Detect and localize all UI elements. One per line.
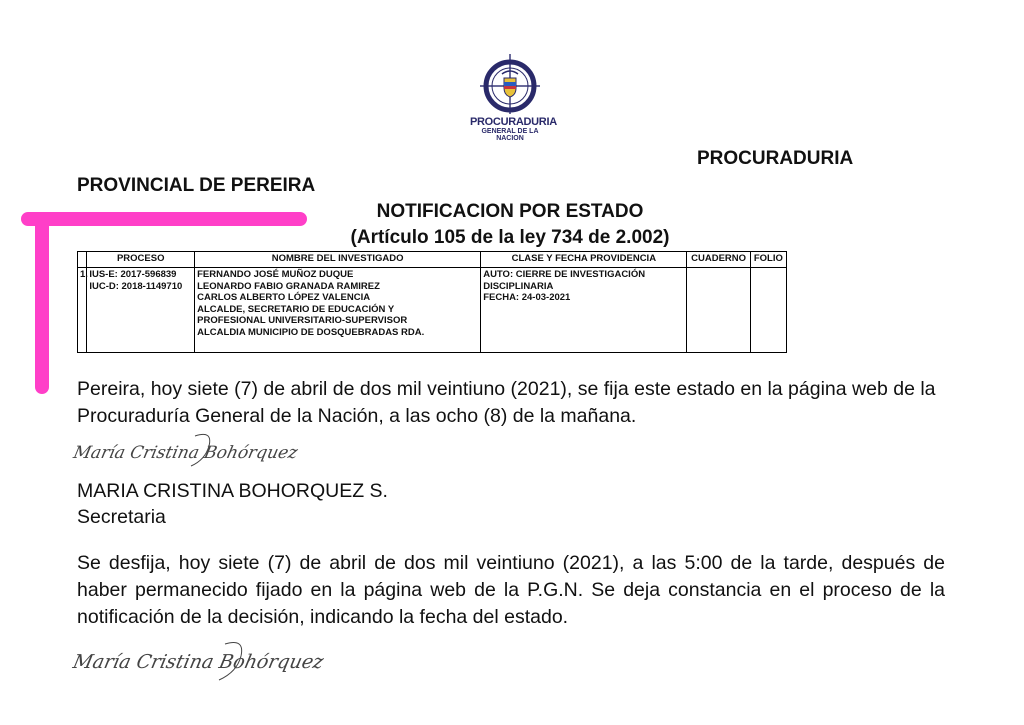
proceso-iuc: IUC-D: 2018-1149710 <box>89 280 183 292</box>
table-header-row <box>78 252 787 268</box>
signer-role: Secretaria <box>77 506 166 528</box>
header-provincial: PROVINCIAL DE PEREIRA <box>77 175 316 196</box>
signature-image <box>71 636 326 692</box>
signature-text: María Cristina Bohórquez <box>71 650 326 673</box>
document-title: NOTIFICACION POR ESTADO <box>376 201 644 222</box>
investigado-line: ALCALDE, SECRETARIO DE EDUCACIÓN Y <box>197 303 395 315</box>
header-folio: FOLIO <box>750 252 786 268</box>
cell-number: 1. <box>78 268 87 353</box>
providencia-line: AUTO: CIERRE DE INVESTIGACIÓN <box>483 269 646 280</box>
signature-image <box>71 428 300 474</box>
notification-table <box>77 251 787 353</box>
header-investigado: NOMBRE DEL INVESTIGADO <box>195 252 481 268</box>
investigado-line: FERNANDO JOSÉ MUÑOZ DUQUE <box>197 269 354 280</box>
logo-subtitle: GENERAL DE LA NACION <box>481 128 539 142</box>
logo-title: PROCURADURIA <box>470 116 557 128</box>
investigado-line: ALCALDIA MUNICIPIO DE DOSQUEBRADAS RDA. <box>197 326 425 338</box>
proceso-ius: IUS-E: 2017-596839 <box>89 269 177 280</box>
unfixing-paragraph: Se desfija, hoy siete (7) de abril de dos mil veintiuno (2021), a las 5:00 de la tarde, después de haber permanecido fijado en la página web de la P.G.N. Se deja constancia en el proceso de la notificación de la decisión, indicando la fecha del estado. <box>77 552 945 628</box>
fixing-paragraph: Pereira, hoy siete (7) de abril de dos mil veintiuno (2021), se fija este estado en la página web de la Procuraduría General de la Nación, a las ocho (8) de la mañana. <box>77 378 936 427</box>
header-number <box>78 252 87 268</box>
header-procuraduria: PROCURADURIA <box>697 148 854 169</box>
header-proceso: PROCESO <box>87 252 195 268</box>
document-subtitle: (Artículo 105 de la ley 734 de 2.002) <box>350 227 670 248</box>
signature-text: María Cristina Bohórquez <box>71 443 300 463</box>
investigado-line: LEONARDO FABIO GRANADA RAMIREZ <box>197 280 380 292</box>
cell-investigado <box>195 268 481 353</box>
investigado-line: PROFESIONAL UNIVERSITARIO-SUPERVISOR <box>197 315 408 326</box>
cell-folio <box>750 268 786 353</box>
providencia-line: FECHA: 24-03-2021 <box>483 292 571 303</box>
header-cuaderno: CUADERNO <box>687 252 750 268</box>
signer-name: MARIA CRISTINA BOHORQUEZ S. <box>77 480 388 502</box>
cell-providencia <box>481 268 687 353</box>
cell-cuaderno <box>687 268 750 353</box>
providencia-line: DISCIPLINARIA <box>483 280 554 292</box>
cell-proceso <box>87 268 195 353</box>
header-providencia: CLASE Y FECHA PROVIDENCIA <box>481 252 687 268</box>
investigado-line: CARLOS ALBERTO LÓPEZ VALENCIA <box>197 292 371 303</box>
table-row <box>78 268 787 353</box>
